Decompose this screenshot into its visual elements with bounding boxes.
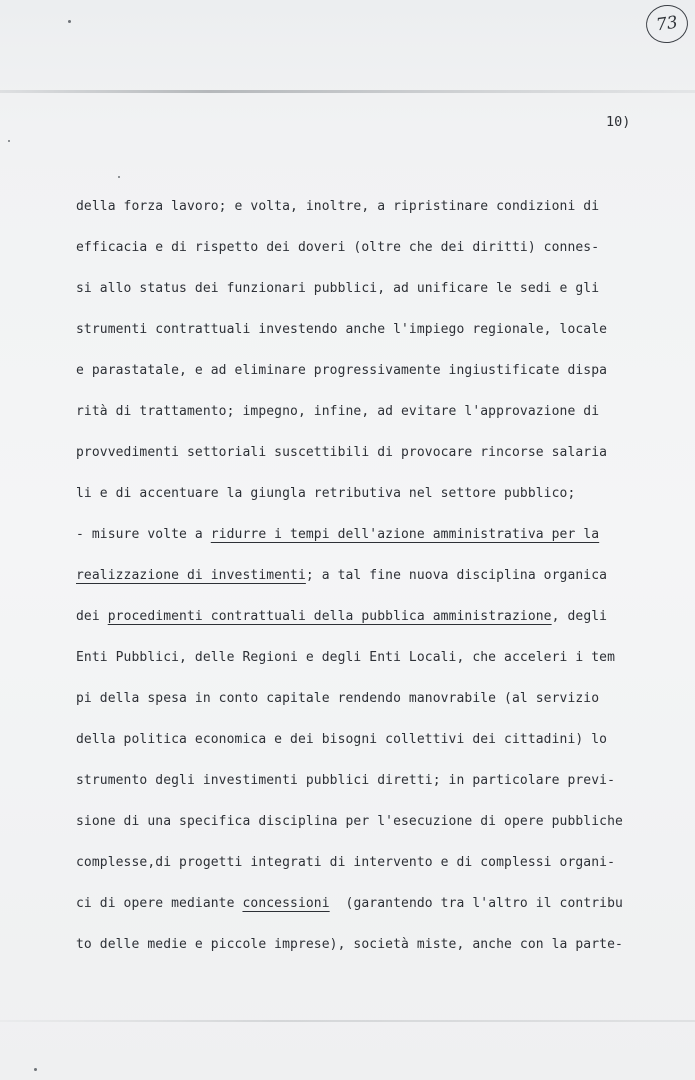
underlined-phrase: ridurre i tempi dell'azione amministrativa per la [210, 527, 600, 542]
scan-speck [68, 20, 71, 23]
text-line: li e di accentuare la giungla retributiva nel settore pubblico; [76, 486, 576, 501]
text-segment: (garantendo tra l'altro il contribu [329, 896, 623, 911]
text-line: della politica economica e dei bisogni collettivi dei cittadini) lo [76, 732, 608, 747]
text-segment: dei [76, 609, 108, 624]
text-line: to delle medie e piccole imprese), società miste, anche con la parte- [76, 937, 623, 952]
text-segment: - misure volte a [76, 527, 211, 542]
text-line: Enti Pubblici, delle Regioni e degli Enti Locali, che acceleri i tem [76, 650, 616, 665]
text-line: pi della spesa in conto capitale rendendo manovrabile (al servizio [76, 691, 600, 706]
text-line-underlined [76, 596, 656, 637]
text-line: sione di una specifica disciplina per l'esecuzione di opere pubbliche [76, 814, 623, 829]
text-line: e parastatale, e ad eliminare progressivamente ingiustificate dispa [76, 363, 608, 378]
text-line: complesse,di progetti integrati di intervento e di complessi organi- [76, 855, 616, 870]
underlined-phrase: procedimenti contrattuali della pubblica amministrazione [107, 609, 552, 624]
scan-speck [118, 176, 120, 178]
scan-speck [34, 1068, 37, 1071]
text-line-underlined [76, 514, 656, 555]
text-line: rità di trattamento; impegno, infine, ad evitare l'approvazione di [76, 404, 600, 419]
scan-speck [8, 140, 10, 142]
text-line: strumenti contrattuali investendo anche l'impiego regionale, locale [76, 322, 608, 337]
text-line: provvedimenti settoriali suscettibili di provocare rincorse salaria [76, 445, 608, 460]
page-number: 10) [606, 114, 631, 130]
text-line-underlined [76, 883, 656, 924]
underlined-phrase: realizzazione di investimenti [76, 568, 306, 583]
text-line: efficacia e di rispetto dei doveri (oltre che dei diritti) connes- [76, 240, 600, 255]
text-line: si allo status dei funzionari pubblici, ad unificare le sedi e gli [76, 281, 600, 296]
page-stamp-number: 73 [644, 2, 691, 45]
underlined-phrase: concessioni [242, 896, 330, 911]
scan-fold-line-top [0, 90, 695, 93]
scan-fold-line-bottom [0, 1020, 695, 1022]
text-segment: ; a tal fine nuova disciplina organica [305, 568, 608, 583]
text-segment: ci di opere mediante [76, 896, 243, 911]
text-line: strumento degli investimenti pubblici diretti; in particolare previ- [76, 773, 616, 788]
text-line: della forza lavoro; e volta, inoltre, a ripristinare condizioni di [76, 199, 600, 214]
text-line-underlined [76, 555, 656, 596]
text-segment: , degli [551, 609, 608, 624]
typed-text-body [76, 186, 656, 965]
